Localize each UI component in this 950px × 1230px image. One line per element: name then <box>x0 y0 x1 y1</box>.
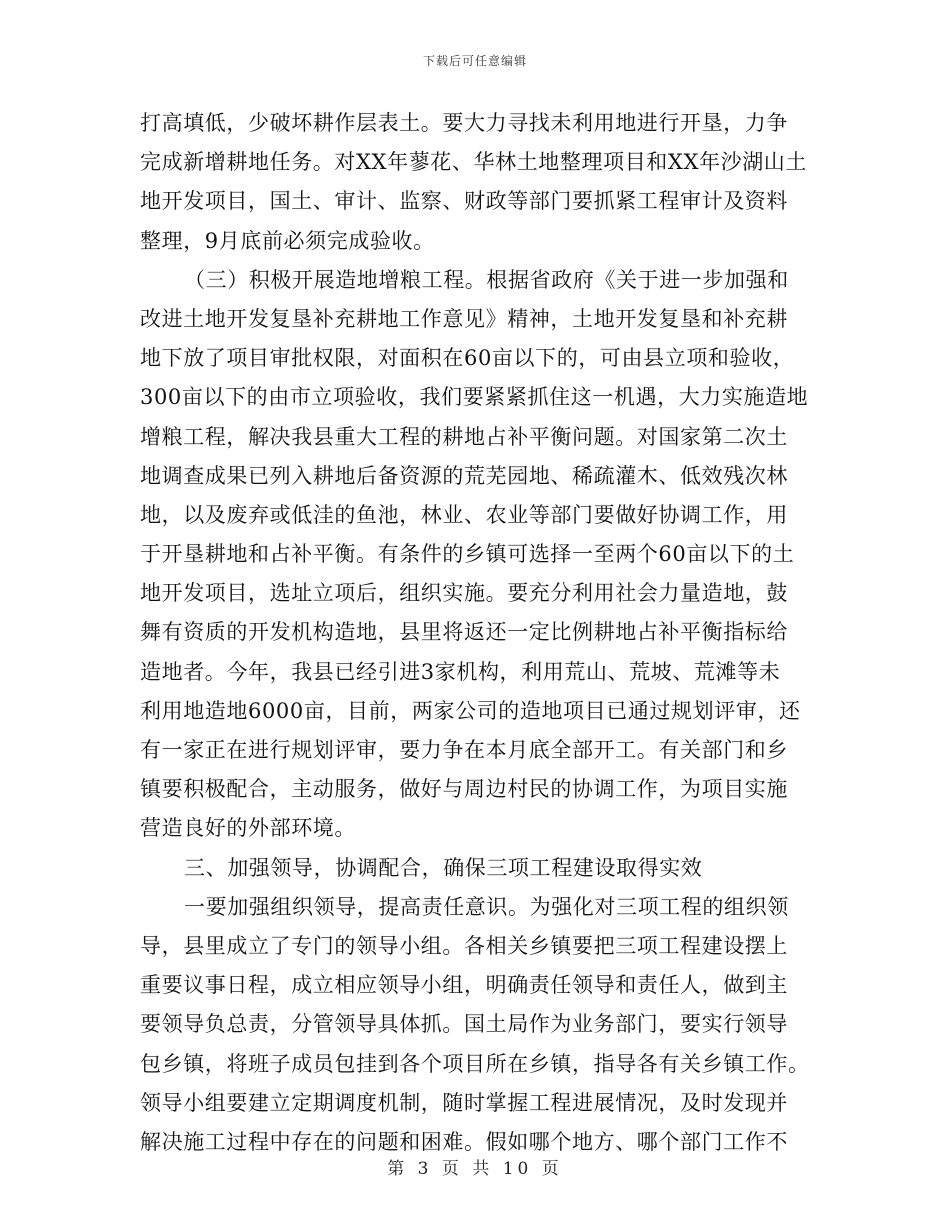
text-line: 打高填低，少破坏耕作层表土。要大力寻找未利用地进行开垦，力争 <box>140 111 788 135</box>
text-line: 地开发项目，国土、审计、监察、财政等部门要抓紧工程审计及资料 <box>140 189 788 214</box>
section-3-heading-line: （三）积极开展造地增粮工程。根据省政府《关于进一步加强和 <box>184 267 789 292</box>
text-line: 地开发项目，选址立项后，组织实施。要充分利用社会力量造地，鼓 <box>140 581 788 606</box>
text-line: 整理，9月底前必须完成验收。 <box>140 228 435 253</box>
text-line: 解决施工过程中存在的问题和困难。假如哪个地方、哪个部门工作不 <box>140 1129 788 1154</box>
text-line: 镇要积极配合，主动服务，做好与周边村民的协调工作，为项目实施 <box>140 777 788 802</box>
page-footer: 第 3 页 共 10 页 <box>387 1159 563 1179</box>
page-header: 下载后可任意编辑 <box>422 54 527 68</box>
text-line: 于开垦耕地和占补平衡。有条件的乡镇可选择一至两个60亩以下的土 <box>140 542 795 567</box>
text-line: 有一家正在进行规划评审，要力争在本月底全部开工。有关部门和乡 <box>140 738 788 762</box>
text-line: 营造良好的外部环境。 <box>140 816 356 841</box>
text-line: 一要加强组织领导，提高责任意识。为强化对三项工程的组织领 <box>184 894 789 919</box>
text-line: 造地者。今年，我县已经引进3家机构，利用荒山、荒坡、荒滩等未 <box>140 659 781 684</box>
text-line: 增粮工程，解决我县重大工程的耕地占补平衡问题。对国家第二次土 <box>140 424 788 449</box>
text-line: 改进土地开发复垦补充耕地工作意见》精神，土地开发复垦和补充耕 <box>140 306 788 331</box>
text-line: 领导小组要建立定期调度机制，随时掌握工程进展情况，及时发现并 <box>140 1090 788 1115</box>
text-line: 导，县里成立了专门的领导小组。各相关乡镇要把三项工程建设摆上 <box>140 933 788 958</box>
text-line: 要领导负总责，分管领导具体抓。国土局作为业务部门，要实行领导 <box>140 1012 788 1037</box>
text-line: 利用地造地6000亩，目前，两家公司的造地项目已通过规划评审，还 <box>140 698 801 723</box>
text-line: 地调查成果已列入耕地后备资源的荒芜园地、稀疏灌木、低效残次林 <box>140 463 788 488</box>
text-line: 舞有资质的开发机构造地，县里将返还一定比例耕地占补平衡指标给 <box>140 620 788 645</box>
text-line: 包乡镇，将班子成员包挂到各个项目所在乡镇，指导各有关乡镇工作。 <box>140 1051 810 1076</box>
text-line: 地下放了项目审批权限，对面积在60亩以下的，可由县立项和验收， <box>140 346 795 371</box>
text-line: 300亩以下的由市立项验收，我们要紧紧抓住这一机遇，大力实施造地 <box>140 385 809 410</box>
document-body <box>140 104 820 1162</box>
section-heading: 三、加强领导，协调配合，确保三项工程建设取得实效 <box>184 855 703 880</box>
text-line: 地，以及废弃或低洼的鱼池，林业、农业等部门要做好协调工作，用 <box>140 502 788 527</box>
text-line: 重要议事日程，成立相应领导小组，明确责任领导和责任人，做到主 <box>140 973 788 998</box>
text-line: 完成新增耕地任务。对XX年蓼花、华林土地整理项目和XX年沙湖山土 <box>140 150 807 175</box>
